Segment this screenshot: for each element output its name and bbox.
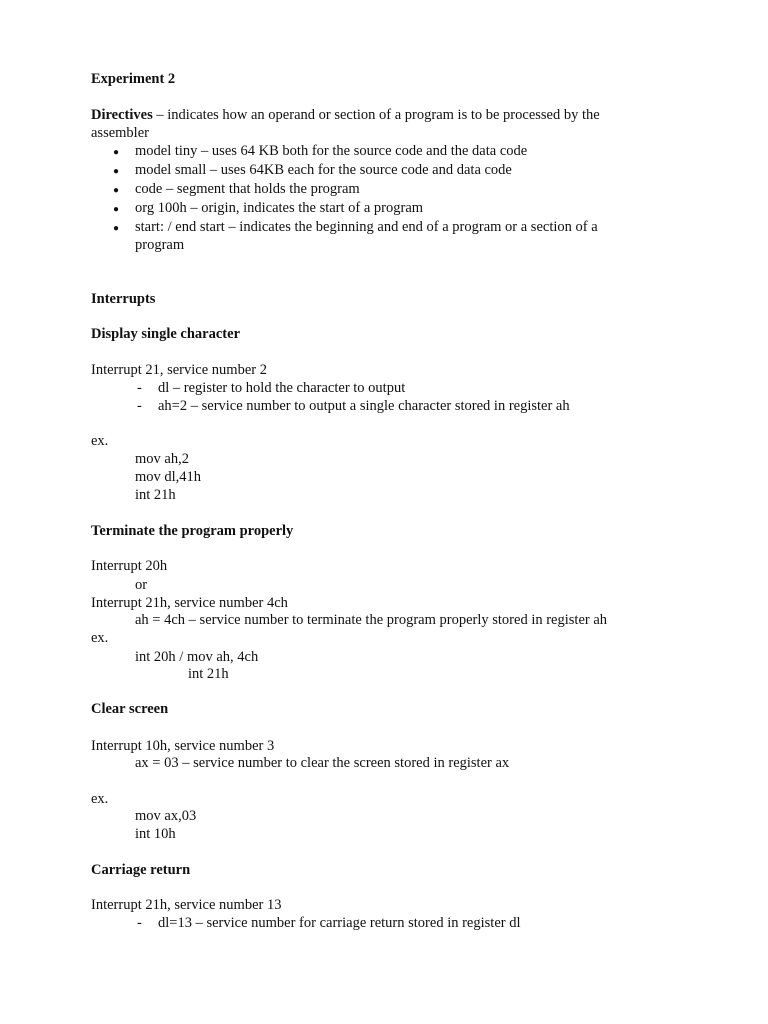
carriage-return-item: dl=13 – service number for carriage return stored in register dl [158, 915, 521, 931]
display-char-interrupt: Interrupt 21, service number 2 [91, 362, 267, 378]
directive-item: model small – uses 64KB each for the source code and data code [135, 162, 512, 178]
directive-item: model tiny – uses 64 KB both for the source code and the data code [135, 143, 528, 159]
display-char-ex-label: ex. [91, 433, 109, 449]
directive-item: org 100h – origin, indicates the start of a program [135, 200, 424, 216]
code-line: mov ah,2 [135, 451, 189, 467]
dash-marker: - [137, 398, 142, 414]
directive-item: start: / end start – indicates the beginning and end of a program or a section of a [135, 219, 598, 235]
directives-heading: Directives [91, 107, 153, 123]
terminate-desc: ah = 4ch – service number to terminate the program properly stored in register ah [135, 612, 608, 628]
directive-item-wrap: program [135, 237, 185, 253]
terminate-interrupt-1: Interrupt 20h [91, 558, 168, 574]
bullet-icon: ● [113, 185, 120, 196]
directives-intro-text: – indicates how an operand or section of a program is to be processed by the [152, 107, 600, 123]
terminate-heading: Terminate the program properly [91, 523, 294, 539]
terminate-or: or [135, 577, 148, 593]
bullet-icon: ● [113, 204, 120, 215]
code-line: int 21h [135, 487, 176, 503]
bullet-icon: ● [113, 223, 120, 234]
interrupts-heading: Interrupts [91, 291, 156, 307]
bullet-icon: ● [113, 166, 120, 177]
terminate-ex-label: ex. [91, 630, 109, 646]
clear-screen-desc: ax = 03 – service number to clear the screen stored in register ax [135, 755, 510, 771]
code-line: int 21h [188, 666, 229, 682]
code-line: int 10h [135, 826, 176, 842]
dash-marker: - [137, 915, 142, 931]
code-line: int 20h / mov ah, 4ch [135, 649, 259, 665]
clear-screen-heading: Clear screen [91, 701, 169, 717]
directives-intro-wrap: assembler [91, 125, 149, 141]
directive-item: code – segment that holds the program [135, 181, 360, 197]
terminate-interrupt-2: Interrupt 21h, service number 4ch [91, 595, 288, 611]
page-title: Experiment 2 [91, 71, 176, 87]
carriage-return-interrupt: Interrupt 21h, service number 13 [91, 897, 282, 913]
clear-screen-ex-label: ex. [91, 791, 109, 807]
clear-screen-interrupt: Interrupt 10h, service number 3 [91, 738, 275, 754]
carriage-return-heading: Carriage return [91, 862, 191, 878]
directives-intro [91, 106, 600, 124]
display-char-item: ah=2 – service number to output a single character stored in register ah [158, 398, 570, 414]
code-line: mov ax,03 [135, 808, 197, 824]
display-char-heading: Display single character [91, 326, 241, 342]
display-char-item: dl – register to hold the character to output [158, 380, 406, 396]
code-line: mov dl,41h [135, 469, 202, 485]
bullet-icon: ● [113, 147, 120, 158]
dash-marker: - [137, 380, 142, 396]
